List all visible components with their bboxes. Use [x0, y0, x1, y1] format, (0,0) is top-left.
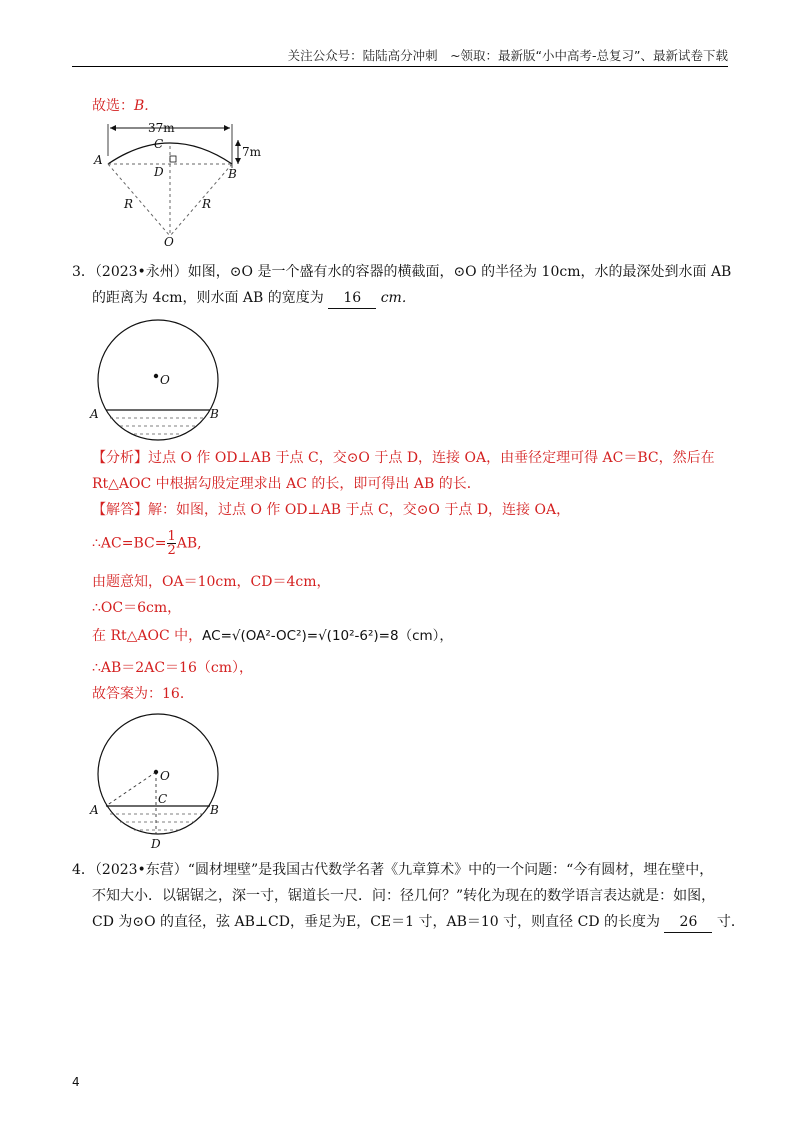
fig1-label-d: D [154, 165, 164, 179]
q3-analysis-2: Rt△AOC 中根据勾股定理求出 AC 的长，即可得出 AB 的长． [92, 476, 481, 492]
q3-step5: ∴AB＝2AC＝16（cm）， [92, 660, 253, 676]
q3-step1-suffix: AB, [176, 535, 202, 552]
fig1-label-r-right: R [202, 197, 212, 211]
q3-step2: 由题意知，OA＝10cm，CD＝4cm， [92, 574, 331, 590]
q3-step1 [92, 530, 202, 557]
fig2-label-a: A [90, 407, 99, 421]
q3-step3: ∴OC＝6cm， [92, 600, 182, 616]
q4-answer-blank: 26 [664, 912, 712, 933]
q3-line2-after: cm． [380, 290, 416, 306]
fig3-label-b: B [210, 803, 219, 817]
fig2-label-b: B [210, 407, 219, 421]
q3-analysis-1: 【分析】过点 O 作 OD⊥AB 于点 C，交⊙O 于点 D，连接 OA，由垂径定理可得 AC＝BC，然后在 [92, 450, 715, 466]
fig3-label-a: A [90, 803, 99, 817]
q4-line3-before: CD 为⊙O 的直径，弦 AB⊥CD，垂足为E，CE＝1 寸，AB＝10 寸，则直径 CD 的长度为 [92, 914, 661, 930]
q3-step1-denominator: 2 [167, 543, 176, 558]
q3-step1-fraction [167, 530, 175, 557]
figure-circle-construction [86, 710, 236, 852]
fig1-label-a: A [94, 153, 103, 167]
q3-step4-prefix: 在 Rt△AOC 中， [92, 628, 203, 644]
fig1-label-r-left: R [124, 197, 134, 211]
fig3-label-o: O [160, 769, 170, 783]
q3-step4 [92, 626, 453, 646]
q4-line2: 不知大小．以锯锯之，深一寸，锯道长一尺．问：径几何？”转化为现在的数学语言表达就是：如图， [92, 888, 716, 904]
q3-line1: 3．（2023•永州）如图，⊙O 是一个盛有水的容器的横截面，⊙O 的半径为 10cm，水的最深处到水面 AB [72, 264, 732, 280]
q4-line3 [92, 912, 745, 933]
fig1-label-o: O [164, 235, 174, 248]
q4-line3-after: 寸． [716, 914, 745, 930]
fig1-label-c: C [154, 137, 164, 151]
page-header: 关注公众号：陆陆高分冲刺 ~领取：最新版“小中高考-总复习”、最新试卷下载 [287, 48, 728, 63]
header-rule [72, 66, 728, 67]
prev-answer [92, 96, 149, 116]
fig1-label-b: B [228, 167, 237, 181]
fig1-height-label: 7m [242, 145, 262, 159]
page-number: 4 [72, 1075, 80, 1089]
q3-step1-numerator: 1 [167, 529, 176, 544]
q4-line1: 4．（2023•东营）“圆材埋壁”是我国古代数学名著《九章算术》中的一个问题：“今有圆材，埋在壁中， [72, 862, 714, 878]
fig1-width-label: 37m [148, 121, 175, 135]
q3-step1-prefix: ∴AC=BC= [92, 535, 167, 552]
prev-answer-choice: B. [134, 98, 149, 114]
fig3-label-c: C [158, 792, 168, 806]
q3-answer-blank: 16 [328, 288, 376, 309]
q3-solution-1: 【解答】解：如图，过点 O 作 OD⊥AB 于点 C，交⊙O 于点 D，连接 OA， [92, 502, 571, 518]
prev-answer-label: 故选： [92, 98, 134, 114]
figure-circle-water [86, 318, 236, 442]
q3-line2-before: 的距离为 4cm，则水面 AB 的宽度为 [92, 290, 324, 306]
fig2-label-o: O [160, 373, 170, 387]
fig3-label-d: D [151, 837, 161, 851]
q3-step6: 故答案为：16． [92, 686, 194, 702]
figure-arc-radius [88, 118, 278, 248]
q3-step4-formula: AC=√(OA²-OC²)=√(10²-6²)=8（cm）， [202, 628, 453, 644]
q3-line2 [92, 288, 416, 309]
